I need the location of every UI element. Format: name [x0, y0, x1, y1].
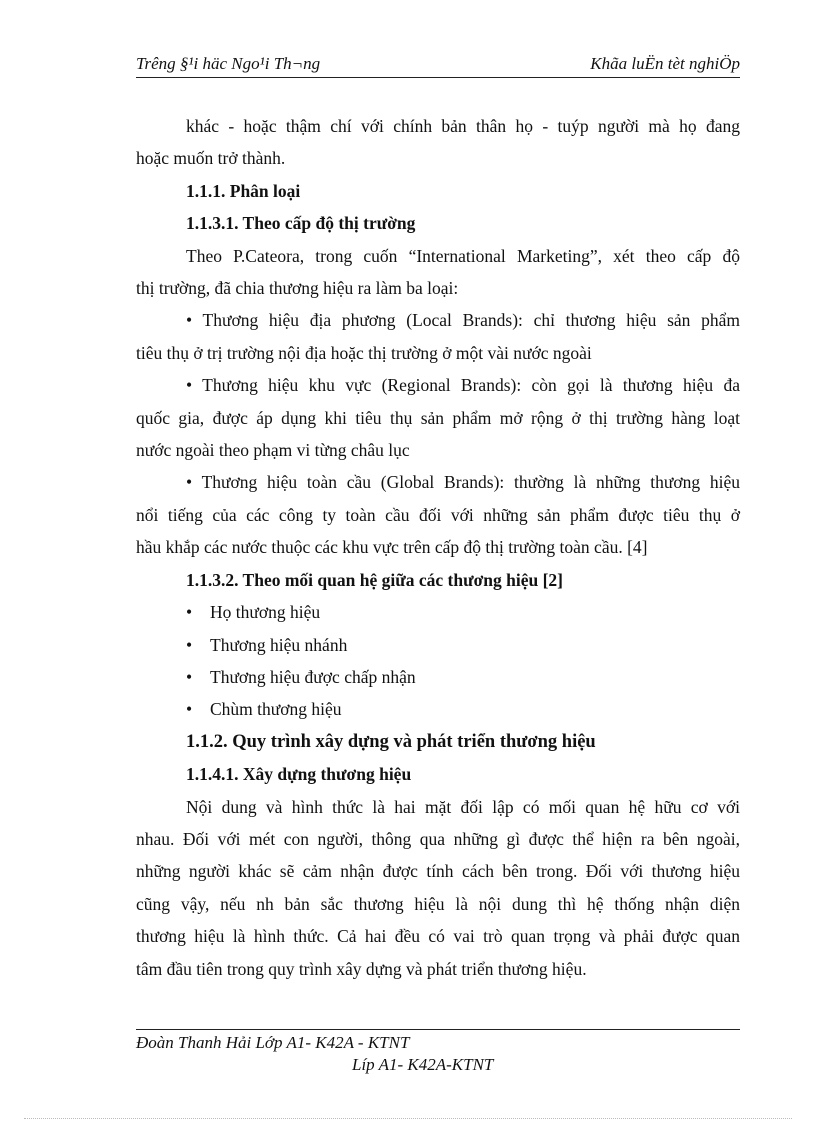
footer-class: Líp A1- K42A-KTNT — [352, 1055, 494, 1074]
header-rule — [136, 77, 740, 78]
subsection-heading: 1.1.4.1. Xây dựng thương hiệu — [186, 764, 412, 785]
list-item-label: Họ thương hiệu — [210, 602, 321, 623]
paragraph-line: hầu khắp các nước thuộc các khu vực trên cấp độ thị trường toàn cầu. [4] — [136, 537, 648, 558]
list-item — [186, 661, 740, 693]
list-item — [186, 596, 740, 628]
list-item-label: Thương hiệu nhánh — [210, 634, 348, 655]
paragraph-line: cũng vậy, nếu nh bản sắc thương hiệu là nội dung thì hệ thống nhận diện — [136, 893, 740, 914]
paragraph-line: quốc gia, được áp dụng khi tiêu thụ sản phẩm mở rộng ở thị trường hàng loạt — [136, 407, 740, 428]
header-thesis: Khãa luËn tèt nghiÖp — [590, 54, 740, 73]
paragraph-line: nhau. Đối với mét con người, thông qua những gì được thể hiện ra bên ngoài, — [136, 828, 740, 849]
paragraph-line: Nội dung và hình thức là hai mặt đối lập có mối quan hệ hữu cơ với — [186, 796, 740, 817]
paragraph-line: những người khác sẽ cảm nhận được tính cách bên trong. Đối với thương hiệu — [136, 861, 740, 882]
section-heading: 1.1.1. Phân loại — [186, 180, 301, 201]
list-item-label: Chùm thương hiệu — [210, 699, 342, 720]
brand-type-local: • Thương hiệu địa phương (Local Brands): chỉ thương hiệu sản phẩm — [186, 310, 740, 331]
paragraph-line: Theo P.Cateora, trong cuốn “International Marketing”, xét theo cấp độ — [186, 245, 740, 266]
paragraph-line: tiêu thụ ở trị trường nội địa hoặc thị trường ở một vài nước ngoài — [136, 342, 592, 363]
header-school: Trêng §¹i häc Ngo¹i Th¬ng — [136, 54, 321, 73]
bullet-icon: • — [186, 634, 193, 655]
brand-relation-list — [136, 596, 740, 726]
subsection-heading: 1.1.3.1. Theo cấp độ thị trường — [186, 213, 416, 234]
bullet-icon: • — [186, 666, 193, 687]
brand-type-regional: • Thương hiệu khu vực (Regional Brands): còn gọi là thương hiệu đa — [186, 375, 740, 396]
page-bottom-dotted-rule — [24, 1118, 792, 1119]
list-item — [186, 629, 740, 661]
paragraph-line: thị trường, đã chia thương hiệu ra làm ba loại: — [136, 278, 459, 299]
paragraph-line: khác - hoặc thậm chí với chính bản thân họ - tuýp người mà họ đang — [186, 116, 740, 136]
paragraph-line: tâm đầu tiên trong quy trình xây dựng và phát triển thương hiệu. — [136, 958, 587, 979]
page-body — [136, 110, 740, 985]
brand-type-global: • Thương hiệu toàn cầu (Global Brands): thường là những thương hiệu — [186, 472, 740, 493]
list-item-label: Thương hiệu được chấp nhận — [210, 666, 416, 687]
section-heading: 1.1.2. Quy trình xây dựng và phát triển thương hiệu — [186, 731, 596, 752]
footer-author: Đoàn Thanh Hải Lớp A1- K42A - KTNT — [136, 1033, 410, 1052]
paragraph-line: nước ngoài theo phạm vi từng châu lục — [136, 440, 410, 461]
list-item — [186, 693, 740, 725]
paragraph-line: hoặc muốn trở thành. — [136, 148, 286, 169]
subsection-heading: 1.1.3.2. Theo mối quan hệ giữa các thương hiệu [2] — [186, 569, 564, 590]
bullet-icon: • — [186, 699, 193, 720]
bullet-icon: • — [186, 602, 193, 623]
footer-rule — [136, 1029, 740, 1030]
paragraph-line: nổi tiếng của các công ty toàn cầu đối với những sản phẩm được tiêu thụ ở — [136, 504, 740, 525]
paragraph-line: thương hiệu là hình thức. Cả hai đều có vai trò quan trọng và phải được quan — [136, 926, 740, 947]
